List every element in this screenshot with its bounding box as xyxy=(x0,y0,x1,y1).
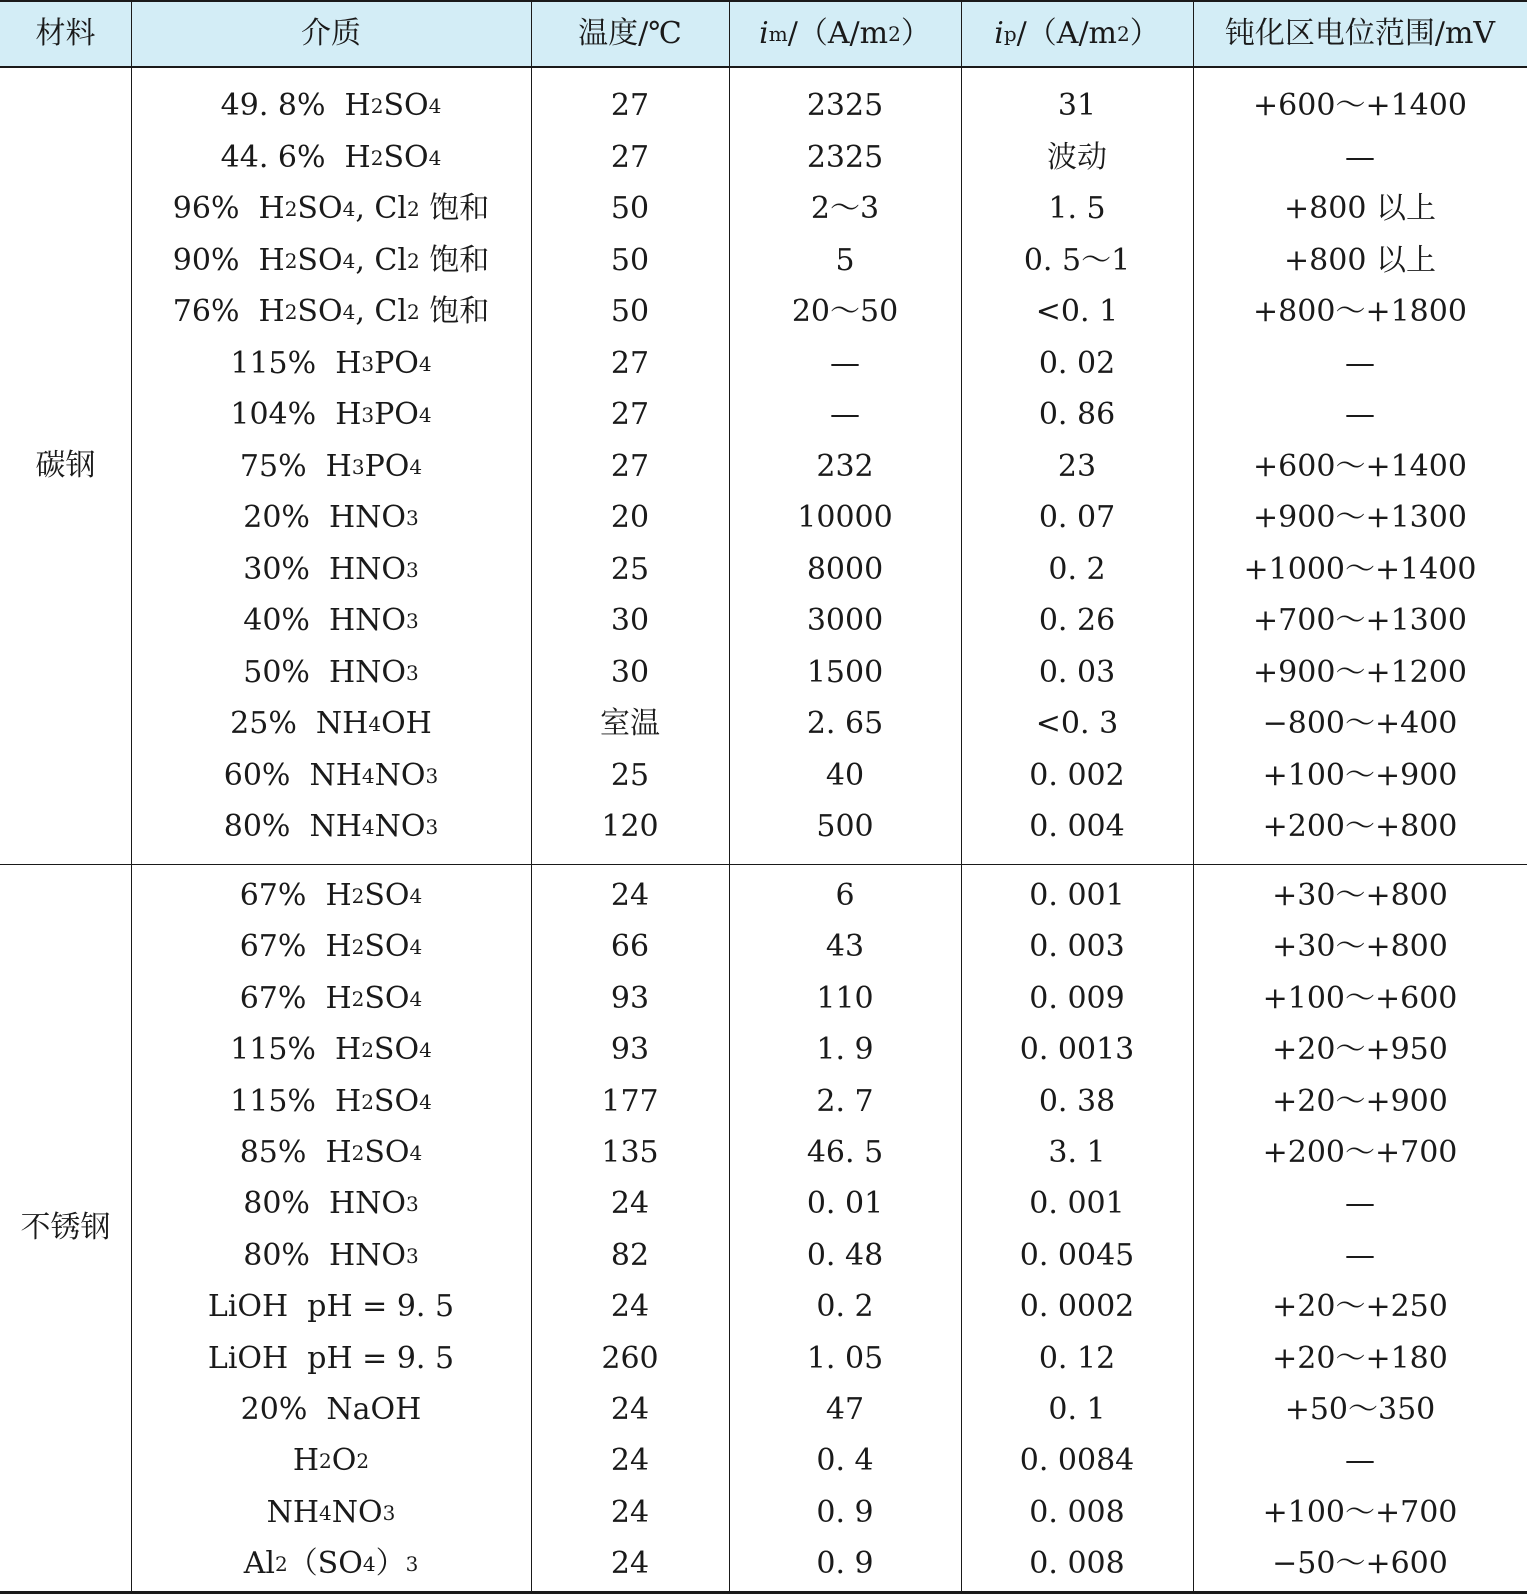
cell-medium: 25% NH 4 OH xyxy=(230,706,432,741)
medium-fragment: 50% HNO xyxy=(243,654,407,690)
cell-ip: 0. 12 xyxy=(1038,1340,1116,1376)
header-temperature: 温度/℃ xyxy=(578,15,682,51)
medium-fragment: SO xyxy=(373,1032,420,1068)
cell-ip: 0. 009 xyxy=(1029,980,1125,1016)
medium-fragment: 30% HNO xyxy=(243,551,407,587)
cell-im: 3000 xyxy=(806,603,884,638)
cell-medium: 76% H 2 SO 4 , Cl 2 饱和 xyxy=(172,294,490,329)
medium-fragment: 20% HNO xyxy=(243,500,407,535)
cell-ip: 3. 1 xyxy=(1048,1135,1106,1170)
medium-fragment: NO xyxy=(374,809,426,844)
medium-fragment: SO xyxy=(297,294,343,329)
cell-range: — xyxy=(1345,1237,1375,1273)
cell-range: — xyxy=(1345,345,1375,381)
cell-im: 2325 xyxy=(806,88,884,123)
cell-temp: 93 xyxy=(610,980,650,1016)
material-stainless-steel: 不锈钢 xyxy=(20,1210,111,1245)
medium-fragment: PO xyxy=(364,448,410,484)
cell-temp: 93 xyxy=(610,1032,650,1068)
cell-range: — xyxy=(1345,139,1375,175)
medium-fragment: SO xyxy=(364,1135,410,1170)
cell-ip: 0. 003 xyxy=(1029,929,1125,965)
cell-temp: 50 xyxy=(610,242,650,278)
cell-im: 0. 9 xyxy=(816,1494,874,1530)
cell-ip: 0. 5～1 xyxy=(1023,242,1131,278)
cell-im: 0. 9 xyxy=(816,1546,874,1582)
cell-medium: 104% H 3 PO 4 xyxy=(230,397,432,432)
cell-temp: 27 xyxy=(610,345,650,381)
cell-medium: Al 2 （SO 4 ） 3 xyxy=(243,1546,419,1582)
cell-ip: <0. 1 xyxy=(1035,294,1119,329)
medium-fragment: OH xyxy=(381,706,432,741)
cell-range: +800～+1800 xyxy=(1253,294,1467,329)
cell-ip: 0. 0045 xyxy=(1019,1237,1135,1273)
cell-range: +30～+800 xyxy=(1272,929,1448,965)
medium-fragment: SO xyxy=(364,878,410,913)
cell-ip: 0. 008 xyxy=(1029,1494,1125,1530)
header-im: i m /（A/m 2 ） xyxy=(759,15,931,51)
cell-ip: 0. 008 xyxy=(1029,1546,1125,1582)
cell-range: −50～+600 xyxy=(1272,1546,1448,1582)
medium-fragment: 80% HNO xyxy=(243,1186,407,1222)
cell-medium xyxy=(131,1282,531,1332)
cell-temp: 24 xyxy=(610,1289,650,1325)
cell-medium xyxy=(131,1385,531,1435)
cell-ip: 0. 03 xyxy=(1038,654,1116,690)
cell-medium: 115% H 2 SO 4 xyxy=(230,1032,432,1068)
cell-medium: 60% NH 4 NO 3 xyxy=(223,757,439,793)
cell-range: +200～+700 xyxy=(1262,1135,1458,1170)
cell-range: +20～+950 xyxy=(1272,1032,1448,1068)
cell-range: +50～350 xyxy=(1284,1392,1436,1427)
cell-medium: H 2 O 2 xyxy=(292,1443,370,1479)
cell-range: +600～+1400 xyxy=(1253,448,1467,484)
cell-range: +100～+900 xyxy=(1262,757,1458,793)
cell-temp: 30 xyxy=(610,603,650,638)
cell-medium: 67% H 2 SO 4 xyxy=(239,929,423,965)
cell-medium: 44. 6% H 2 SO 4 xyxy=(220,139,442,175)
cell-im: 2. 65 xyxy=(806,706,884,741)
cell-temp: 24 xyxy=(610,1392,650,1427)
cell-im: 43 xyxy=(825,929,865,965)
cell-im: 0. 01 xyxy=(806,1186,884,1222)
cell-range: +100～+600 xyxy=(1262,980,1458,1016)
medium-fragment: NO xyxy=(374,757,426,793)
column-rule-5 xyxy=(1193,0,1194,1594)
cell-medium: NH 4 NO 3 xyxy=(266,1494,396,1530)
cell-range: +20～+180 xyxy=(1272,1340,1448,1376)
medium-fragment: （SO xyxy=(287,1546,363,1582)
medium-fragment: 67% H xyxy=(239,878,352,913)
medium-fragment: NH xyxy=(266,1494,320,1530)
cell-range: +30～+800 xyxy=(1272,878,1448,913)
cell-temp: 24 xyxy=(610,1443,650,1479)
cell-temp: 30 xyxy=(610,654,650,690)
cell-temp: 177 xyxy=(601,1083,659,1119)
cell-medium: 115% H 2 SO 4 xyxy=(230,1083,432,1119)
cell-temp: 135 xyxy=(601,1135,659,1170)
medium-fragment: SO xyxy=(373,1083,420,1119)
column-rule-4 xyxy=(961,0,962,1594)
cell-ip: 0. 002 xyxy=(1029,757,1125,793)
cell-ip: 0. 26 xyxy=(1038,603,1116,638)
medium-fragment: SO xyxy=(383,88,429,123)
medium-fragment: 76% H xyxy=(172,294,285,329)
cell-medium: 115% H 3 PO 4 xyxy=(230,345,432,381)
cell-range: +900～+1200 xyxy=(1253,654,1467,690)
cell-ip: 0. 0013 xyxy=(1019,1032,1135,1068)
cell-range: +20～+250 xyxy=(1272,1289,1448,1325)
cell-ip: 0. 02 xyxy=(1038,345,1116,381)
header-im-unit: /（A/m xyxy=(787,15,889,51)
cell-medium: 96% H 2 SO 4 , Cl 2 饱和 xyxy=(172,191,490,226)
header-range: 钝化区电位范围/mV xyxy=(1224,15,1496,51)
cell-im: 0. 48 xyxy=(806,1237,884,1273)
cell-temp: 25 xyxy=(610,757,650,793)
header-material: 材料 xyxy=(35,15,96,51)
cell-medium: 80% HNO 3 xyxy=(243,1237,419,1273)
cell-im: 8000 xyxy=(806,551,884,587)
cell-im: 0. 2 xyxy=(816,1289,874,1325)
cell-range: +100～+700 xyxy=(1262,1494,1458,1530)
cell-im: 500 xyxy=(816,809,874,844)
cell-temp: 室温 xyxy=(600,706,660,741)
cell-range: −800～+400 xyxy=(1262,706,1458,741)
header-top-rule xyxy=(0,0,1527,2)
cell-ip: 0. 0002 xyxy=(1019,1289,1135,1325)
medium-fragment: , Cl xyxy=(355,191,407,226)
medium-fragment: , Cl xyxy=(355,294,407,329)
cell-temp: 24 xyxy=(610,1186,650,1222)
header-im-var: i xyxy=(759,15,769,51)
medium-fragment: NO xyxy=(331,1494,383,1530)
column-rule-2 xyxy=(531,0,532,1594)
medium-fragment: O xyxy=(331,1443,357,1479)
medium-fragment: 67% H xyxy=(239,980,352,1016)
cell-range: — xyxy=(1345,397,1375,432)
cell-im: 0. 4 xyxy=(816,1443,874,1479)
medium-fragment: SO xyxy=(297,242,343,278)
medium-fragment: 49. 8% H xyxy=(220,88,371,123)
medium-fragment: 67% H xyxy=(239,929,352,965)
cell-im: — xyxy=(830,345,860,381)
cell-im: 1. 9 xyxy=(816,1032,874,1068)
cell-medium: 20% HNO 3 xyxy=(243,500,419,535)
cell-range: +800 以上 xyxy=(1284,191,1436,226)
cell-medium xyxy=(131,1334,531,1384)
cell-range: +20～+900 xyxy=(1272,1083,1448,1119)
cell-temp: 120 xyxy=(601,809,659,844)
medium-fragment: SO xyxy=(383,139,429,175)
cell-im: 2325 xyxy=(806,139,884,175)
cell-ip: <0. 3 xyxy=(1035,706,1119,741)
medium-fragment: 饱和 xyxy=(419,294,490,329)
cell-temp: 27 xyxy=(610,448,650,484)
cell-medium: 67% H 2 SO 4 xyxy=(239,980,423,1016)
header-ip: i p /（A/m 2 ） xyxy=(994,15,1160,51)
cell-im: 232 xyxy=(816,448,874,484)
cell-medium: 40% HNO 3 xyxy=(243,603,419,638)
medium-fragment: 85% H xyxy=(239,1135,352,1170)
cell-temp: 66 xyxy=(610,929,650,965)
cell-medium: 30% HNO 3 xyxy=(243,551,419,587)
medium-fragment: 80% HNO xyxy=(243,1237,407,1273)
cell-range: — xyxy=(1345,1443,1375,1479)
medium-fragment: H xyxy=(292,1443,320,1479)
medium-fragment: PO xyxy=(374,345,419,381)
column-rule-1 xyxy=(131,0,132,1594)
cell-im: 5 xyxy=(835,242,855,278)
cell-im: 47 xyxy=(825,1392,865,1427)
cell-range: +200～+800 xyxy=(1262,809,1458,844)
cell-temp: 25 xyxy=(610,551,650,587)
medium-fragment: 96% H xyxy=(172,191,285,226)
cell-im: 1500 xyxy=(806,654,884,690)
cell-temp: 24 xyxy=(610,878,650,913)
cell-ip: 0. 1 xyxy=(1048,1392,1106,1427)
cell-medium: 67% H 2 SO 4 xyxy=(239,878,423,913)
header-bottom-rule xyxy=(0,66,1527,68)
group-divider-rule xyxy=(0,864,1527,865)
cell-temp: 24 xyxy=(610,1546,650,1582)
medium-fragment: SO xyxy=(297,191,343,226)
cell-im: 2. 7 xyxy=(816,1083,874,1119)
cell-medium: 80% HNO 3 xyxy=(243,1186,419,1222)
cell-im: 110 xyxy=(816,980,874,1016)
cell-ip: 31 xyxy=(1057,88,1097,123)
cell-ip: 1. 5 xyxy=(1048,191,1106,226)
cell-temp: 82 xyxy=(610,1237,650,1273)
medium-fragment: 75% H xyxy=(239,448,352,484)
medium-fragment: 40% HNO xyxy=(243,603,407,638)
header-medium: 介质 xyxy=(301,15,361,51)
cell-ip: 0. 86 xyxy=(1038,397,1116,432)
medium-fragment: 饱和 xyxy=(419,191,490,226)
cell-im: 2～3 xyxy=(810,191,880,226)
cell-ip: 0. 004 xyxy=(1029,809,1125,844)
medium-fragment: 80% NH xyxy=(223,809,362,844)
cell-range: +700～+1300 xyxy=(1253,603,1467,638)
cell-temp: 27 xyxy=(610,88,650,123)
cell-temp: 260 xyxy=(601,1340,659,1376)
header-ip-unit: /（A/m xyxy=(1016,15,1117,51)
cell-ip: 23 xyxy=(1057,448,1097,484)
header-ip-var: i xyxy=(994,15,1004,51)
header-ip-unit-end: ） xyxy=(1129,15,1160,51)
cell-ip: 0. 0084 xyxy=(1019,1443,1135,1479)
cell-ip: 0. 38 xyxy=(1038,1083,1116,1119)
cell-im: 6 xyxy=(835,878,855,913)
medium-fragment: 115% H xyxy=(230,1083,362,1119)
medium-fragment: 饱和 xyxy=(419,242,490,278)
cell-range: — xyxy=(1345,1186,1375,1222)
cell-range: +600～+1400 xyxy=(1253,88,1467,123)
cell-range: +1000～+1400 xyxy=(1243,551,1477,587)
column-rule-3 xyxy=(729,0,730,1594)
medium-fragment: LiOH pH = 9. 5 xyxy=(207,1340,455,1376)
cell-ip: 波动 xyxy=(1047,139,1107,175)
cell-temp: 27 xyxy=(610,139,650,175)
medium-fragment: 90% H xyxy=(172,242,285,278)
cell-medium: 85% H 2 SO 4 xyxy=(239,1135,423,1170)
cell-im: 1. 05 xyxy=(806,1340,884,1376)
cell-temp: 50 xyxy=(610,294,650,329)
medium-fragment: ） xyxy=(375,1546,406,1582)
cell-im: 40 xyxy=(825,757,865,793)
cell-temp: 27 xyxy=(610,397,650,432)
cell-im: 46. 5 xyxy=(806,1135,884,1170)
medium-fragment: PO xyxy=(374,397,419,432)
medium-fragment: , Cl xyxy=(355,242,407,278)
medium-fragment: 60% NH xyxy=(223,757,362,793)
cell-range: +800 以上 xyxy=(1284,242,1436,278)
medium-fragment: 44. 6% H xyxy=(220,139,371,175)
material-carbon-steel: 碳钢 xyxy=(35,447,96,483)
medium-fragment: LiOH pH = 9. 5 xyxy=(207,1289,455,1325)
cell-im: 20～50 xyxy=(791,294,899,329)
cell-medium: 80% NH 4 NO 3 xyxy=(223,809,439,844)
medium-fragment: 20% NaOH xyxy=(240,1392,422,1427)
cell-ip: 0. 001 xyxy=(1029,878,1125,913)
cell-temp: 50 xyxy=(610,191,650,226)
cell-medium: 90% H 2 SO 4 , Cl 2 饱和 xyxy=(172,242,490,278)
cell-ip: 0. 2 xyxy=(1048,551,1106,587)
header-im-unit-end: ） xyxy=(900,15,931,51)
cell-medium: 49. 8% H 2 SO 4 xyxy=(220,88,442,123)
medium-fragment: Al xyxy=(243,1546,275,1582)
cell-ip: 0. 07 xyxy=(1038,500,1116,535)
cell-temp: 20 xyxy=(610,500,650,535)
medium-fragment: 115% H xyxy=(230,1032,362,1068)
medium-fragment: 25% NH xyxy=(230,706,369,741)
cell-ip: 0. 001 xyxy=(1029,1186,1125,1222)
medium-fragment: SO xyxy=(364,929,410,965)
medium-fragment: 115% H xyxy=(230,345,362,381)
cell-medium: 75% H 3 PO 4 xyxy=(239,448,423,484)
cell-im: 10000 xyxy=(797,500,893,535)
cell-range: +900～+1300 xyxy=(1253,500,1467,535)
medium-fragment: 104% H xyxy=(230,397,362,432)
medium-fragment: SO xyxy=(364,980,410,1016)
cell-temp: 24 xyxy=(610,1494,650,1530)
cell-im: — xyxy=(830,397,860,432)
cell-medium: 50% HNO 3 xyxy=(243,654,419,690)
